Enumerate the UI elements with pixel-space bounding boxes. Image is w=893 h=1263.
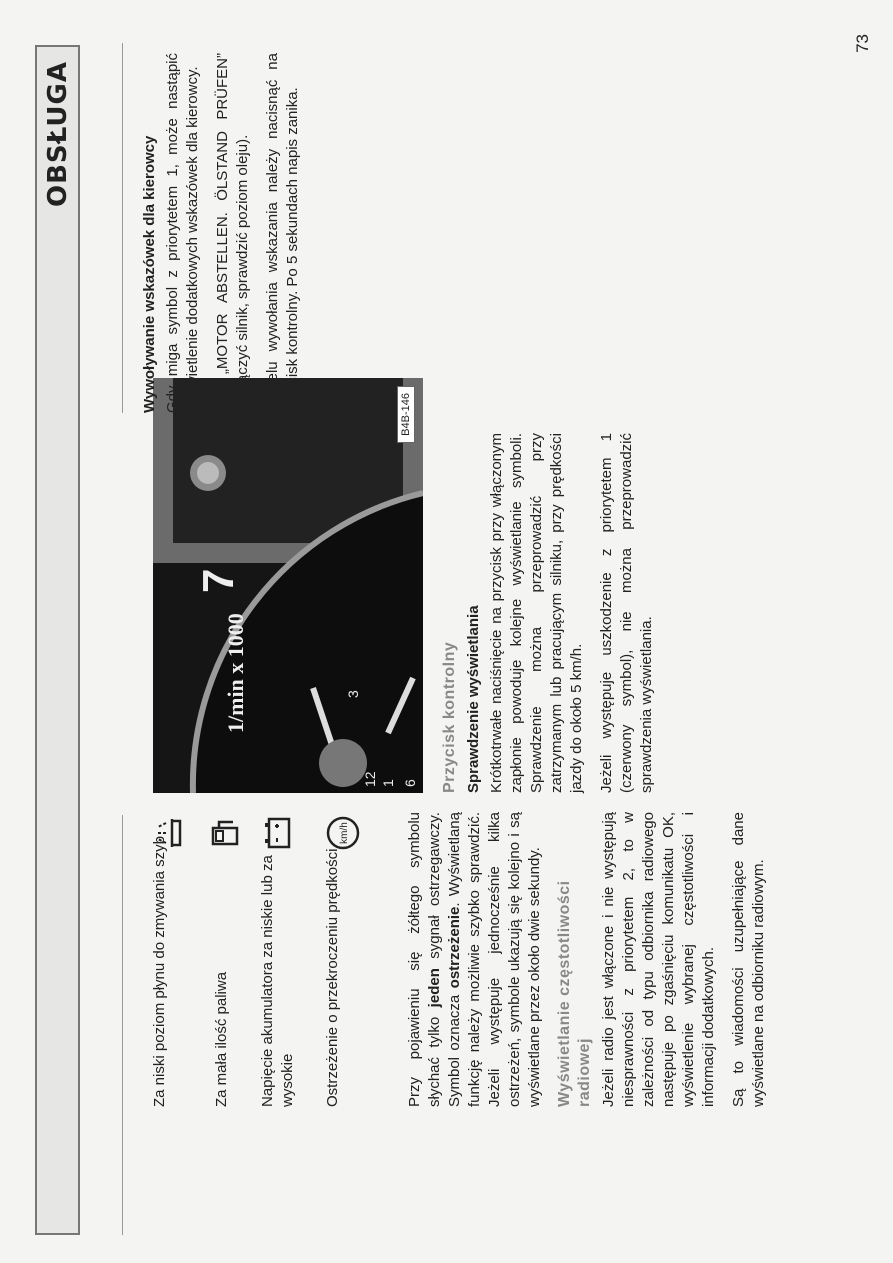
hints-paragraph: Gdy miga symbol z priorytetem 1, może nastąpić wyświetlenie dodatkowych wskazówek dla kierowcy. [164,53,201,413]
left-text-column [405,812,779,1107]
check-paragraph: Krótkotrwałe naciśnięcie na przycisk przy włączonym zapłonie powoduje kolejne wyświetlanie symboli. Sprawdzenie można przeprowadzić przy zatrzymanym lub pracującym silniku, przy prędkości jazdy do około 5 km/h. [488,433,585,793]
speed-warning-icon [323,813,363,853]
radio-frequency-heading: Wyświetlanie częstotliwości radiowej [556,880,593,1107]
fuel-pump-icon [205,813,245,853]
gauge-big-number: 7 [194,568,243,593]
gauge-tick: 12 [362,771,378,787]
text-run: . Wyświetlaną funkcję należy możliwie szybko sprawdzić. Jeżeli występuje jednocześnie kilka ostrzeżeń, symbole ukazują się kolejno i są wyświetlane przez około dwie sekundy. [446,812,543,1107]
call-paragraph: W celu wywołania wskazania należy nacisnąć na przycisk kontrolny. Po 5 sekundach napis zanika. [264,53,301,413]
page-number: 73 [853,34,872,53]
text-run: sygnał ostrzegawczy. Symbol oznacza [426,812,463,1107]
example-paragraph: Np.: „MOTOR ABSTELLEN. ÖLSTAND PRÜFEN” (Wyłączyć silnik, sprawdzić poziom oleju). [214,53,251,413]
text-run-bold: ostrzeżenie [446,906,463,989]
warning-paragraph [405,812,545,1107]
gauge-tick: 6 [402,779,418,787]
gauge-tick: 1 [380,779,396,787]
gauge-illustration [153,378,423,793]
middle-text-column [440,433,667,793]
display-check-heading: Sprawdzenie wyświetlania [465,605,482,793]
gauge-unit: 1/min x 1000 [223,613,248,733]
divider [122,43,123,413]
radio-info-paragraph: Są to wiadomości uzupełniające dane wyświetlane na odbiorniku radiowym. [730,812,767,1107]
figure-label: B4B-146 [397,386,415,443]
check-button-heading: Przycisk kontrolny [441,641,458,793]
washer-warning-label: Za niski poziom płynu do zmywania szyb [151,836,168,1107]
text-run: Przy pojawieniu się żółtego symbolu słychać tylko [406,812,443,1107]
battery-icon [258,813,298,853]
section-header [35,45,80,1235]
right-text-column [140,53,313,413]
text-run-bold: jeden [426,968,443,1008]
gauge-tick: 3 [345,690,361,698]
instrument-cluster-photo [153,378,423,793]
section-title: OBSŁUGA [43,61,73,207]
radio-paragraph: Jeżeli radio jest włączone i nie występują niesprawności z priorytetem 2, to w zależności od typu odbiornika radiowego następuje po zgaśnięciu komunikatu OK, wyświetlenie wybranej częstotliwości i informacji dodatkowych. [600,812,717,1107]
priority-paragraph: Jeżeli występuje uszkodzenie z priorytetem 1 (czerwony symbol), nie można przeprowadzić sprawdzenia wyświetlania. [598,433,655,793]
speed-warning-label: Ostrzeżenie o przekroczeniu prędkości [324,848,341,1107]
driver-hints-heading: Wywoływanie wskazówek dla kierowcy [141,135,158,413]
battery-warning-label: Napięcie akumulatora za niskie lub za wysokie [259,855,296,1107]
washer-fluid-icon [150,813,190,853]
fuel-warning-label: Za mała ilość paliwa [213,971,230,1107]
svg-text:km/h: km/h [339,822,350,844]
divider [122,815,123,1235]
